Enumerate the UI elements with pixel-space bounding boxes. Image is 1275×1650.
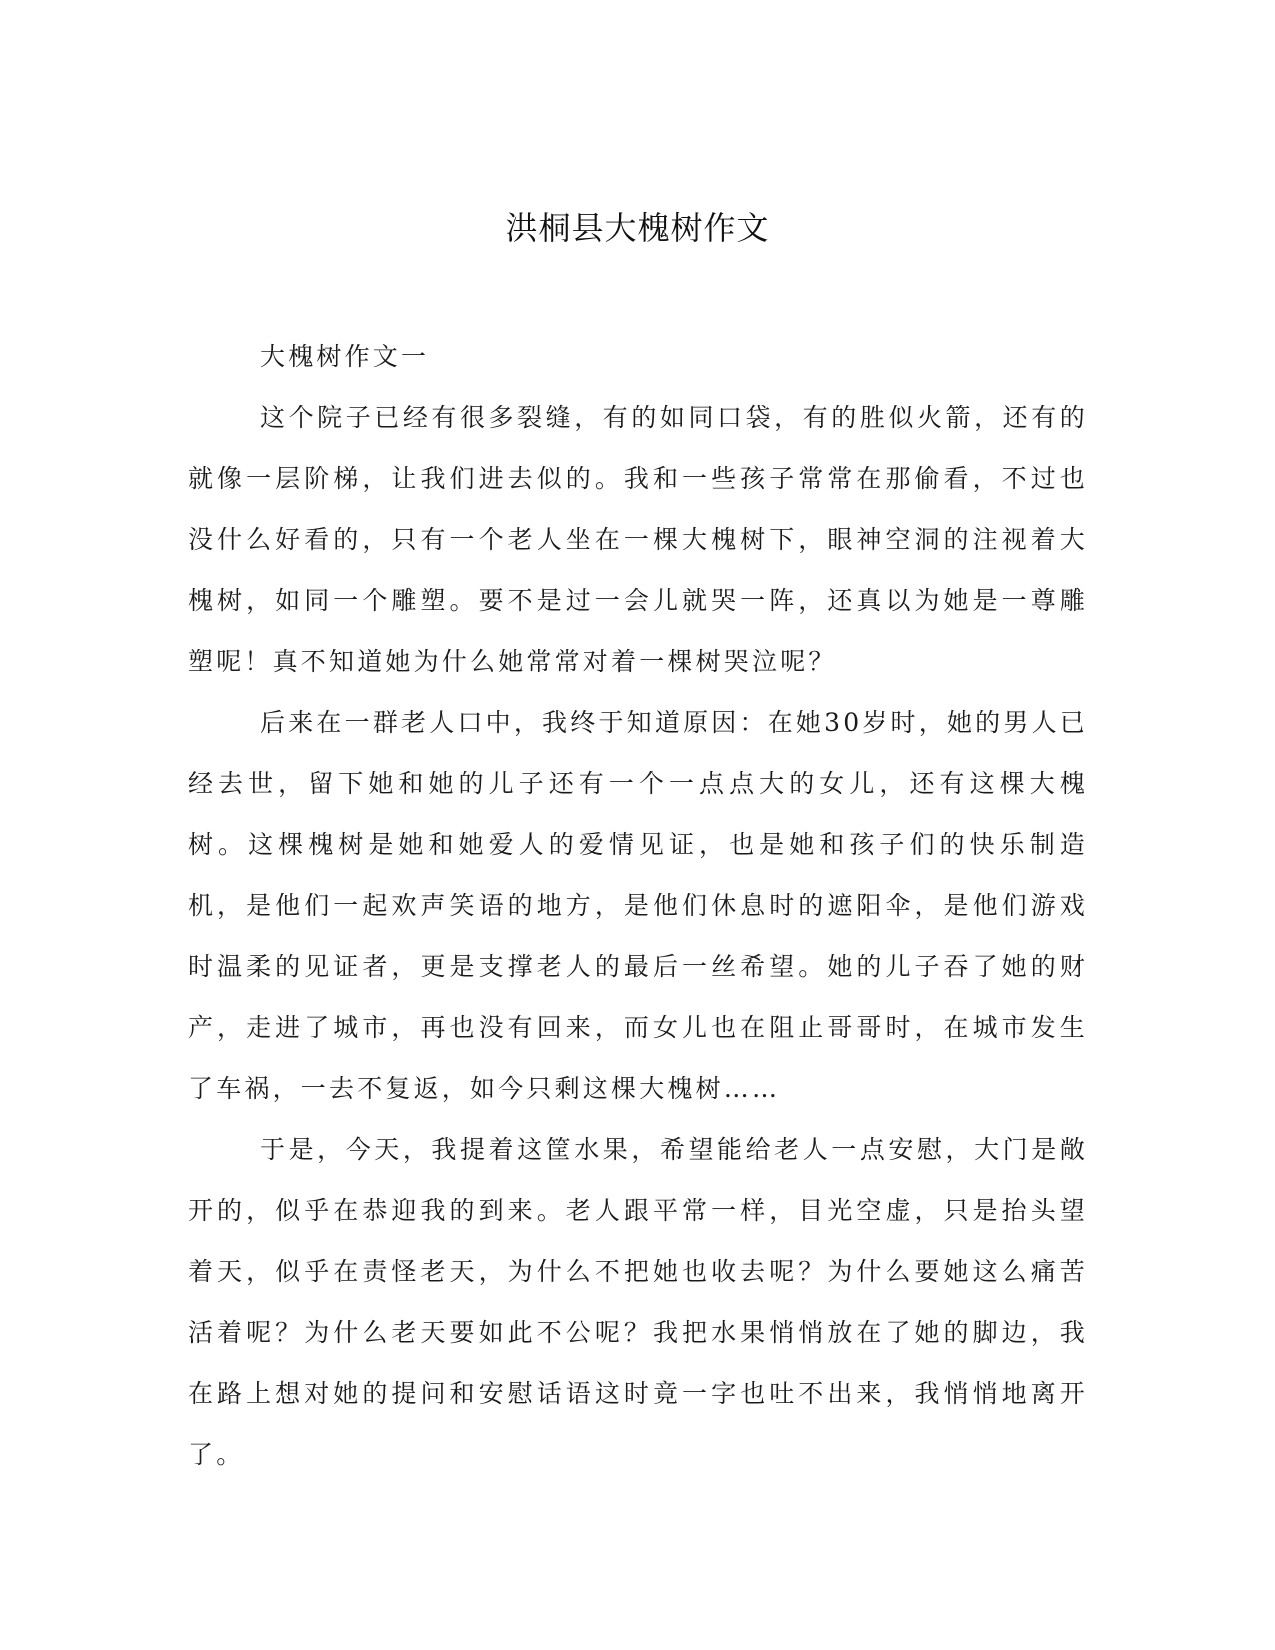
paragraph: 后来在一群老人口中，我终于知道原因：在她30岁时，她的男人已经去世，留下她和她的儿子还有一个一点点大的女儿，还有这棵大槐树。这棵槐树是她和她爱人的爱情见证，也是她和孩子们的快乐制造机，是他们一起欢声笑语的地方，是他们休息时的遮阳伞，是他们游戏时温柔的见证者，更是支撑老人的最后一丝希望。她的儿子吞了她的财产，走进了城市，再也没有回来，而女儿也在阻止哥哥时，在城市发生了车祸，一去不复返，如今只剩这棵大槐树…… (188, 708, 1088, 1103)
paragraph: 于是，今天，我提着这筐水果，希望能给老人一点安慰，大门是敞开的，似乎在恭迎我的到来。老人跟平常一样，目光空虚，只是抬头望着天，似乎在责怪老天，为什么不把她也收去呢？为什么要她这么痛苦活着呢？为什么老天要如此不公呢？我把水果悄悄放在了她的脚边，我在路上想对她的提问和安慰话语这时竟一字也吐不出来，我悄悄地离开了。 (188, 1135, 1088, 1469)
document-body (188, 326, 1088, 1485)
document-title: 洪桐县大槐树作文 (505, 209, 770, 247)
paragraph: 这个院子已经有很多裂缝，有的如同口袋，有的胜似火箭，还有的就像一层阶梯，让我们进去似的。我和一些孩子常常在那偷看，不过也没什么好看的，只有一个老人坐在一棵大槐树下，眼神空洞的注视着大槐树，如同一个雕塑。要不是过一会儿就哭一阵，还真以为她是一尊雕塑呢！真不知道她为什么她常常对着一棵树哭泣呢？ (188, 403, 1088, 676)
section-heading: 大槐树作文一 (260, 342, 430, 371)
